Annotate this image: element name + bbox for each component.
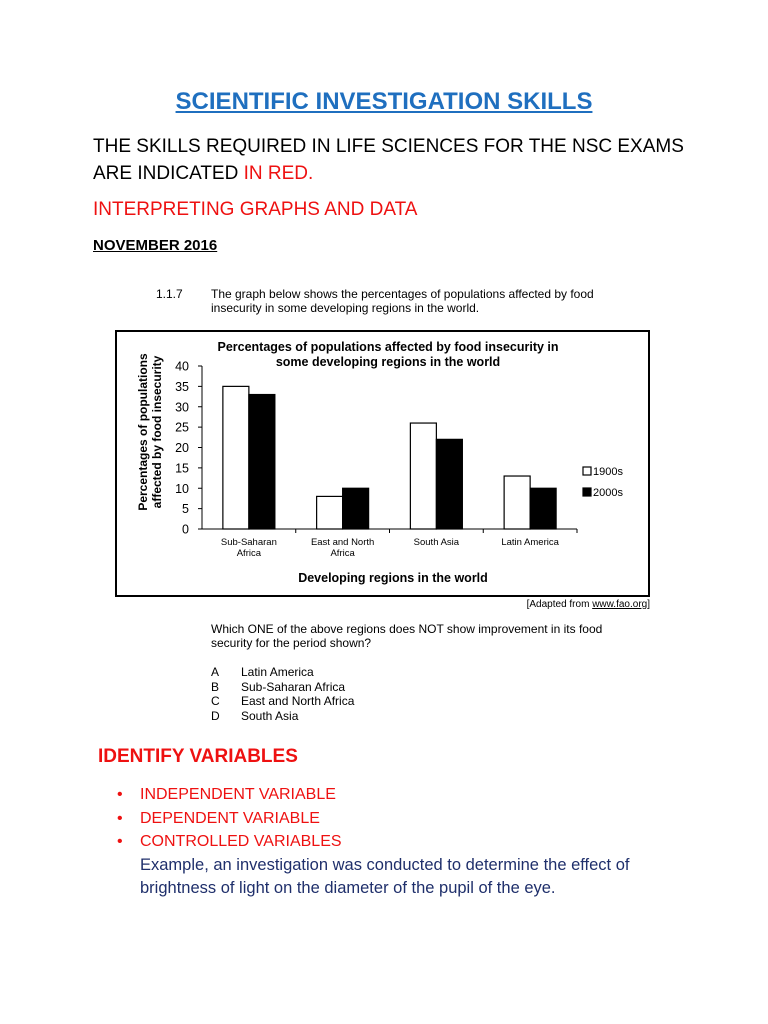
y-tick-label: 0	[182, 522, 189, 537]
example-paragraph: Example, an investigation was conducted to determine the effect of brightness of light on the diameter of the pupil of the eye.	[140, 856, 630, 897]
section-heading-interpreting: INTERPRETING GRAPHS AND DATA	[93, 199, 418, 220]
option-b	[211, 680, 354, 695]
source-prefix: [Adapted from	[526, 599, 593, 610]
question-text: The graph below shows the percentages of populations affected by food insecurity in some developing regions in the world.	[211, 287, 594, 315]
option-letter: A	[211, 665, 220, 679]
bar-2000s-sub-saharan-africa	[249, 395, 275, 529]
option-c	[211, 694, 354, 709]
source-link[interactable]: www.fao.org	[592, 599, 648, 610]
intro-highlight: IN RED.	[243, 163, 314, 184]
source-suffix: ]	[647, 599, 650, 610]
x-axis-label: Developing regions in the world	[298, 571, 488, 585]
page-title: SCIENTIFIC INVESTIGATION SKILLS	[175, 88, 593, 115]
option-letter: D	[211, 708, 220, 723]
x-tick-label: Sub-Saharan	[220, 537, 277, 548]
legend-swatch-1900s	[583, 467, 591, 475]
legend-label: 1900s	[593, 466, 623, 478]
option-a	[211, 665, 354, 680]
bullet-icon: •	[117, 833, 123, 850]
y-axis-label-line: affected by food insecurity	[150, 355, 164, 509]
bullet-icon: •	[117, 809, 123, 827]
variables-list	[117, 785, 342, 856]
option-text: South Asia	[241, 708, 299, 723]
option-text: Latin America	[241, 665, 314, 679]
option-d	[211, 709, 354, 724]
list-item	[117, 809, 342, 833]
option-letter: B	[211, 679, 220, 694]
question-number: 1.1.7	[156, 287, 183, 301]
y-tick-label: 35	[175, 379, 189, 394]
bar-chart-frame	[115, 330, 650, 597]
bar-2000s-east-and-north-africa	[343, 488, 369, 529]
option-text: Sub-Saharan Africa	[241, 679, 346, 694]
legend-swatch-2000s	[583, 488, 591, 496]
intro-paragraph	[93, 133, 713, 187]
section-heading-variables: IDENTIFY VARIABLES	[98, 746, 298, 767]
list-item	[117, 832, 342, 856]
y-tick-label: 25	[175, 420, 189, 435]
y-tick-label: 10	[175, 481, 189, 496]
answer-options	[211, 665, 354, 723]
exam-date-heading: NOVEMBER 2016	[93, 237, 218, 254]
list-item-label: DEPENDENT VARIABLE	[140, 809, 320, 827]
option-letter: C	[211, 694, 220, 708]
bar-2000s-south-asia	[436, 439, 462, 529]
question-prompt: Which ONE of the above regions does NOT show improvement in its food security for the period shown?	[211, 622, 603, 650]
x-tick-label: Africa	[330, 548, 355, 559]
y-tick-label: 20	[175, 441, 189, 455]
y-tick-label: 5	[182, 502, 189, 517]
list-item	[117, 785, 342, 809]
bar-1900s-south-asia	[410, 423, 436, 529]
bar-1900s-sub-saharan-africa	[223, 386, 249, 529]
intro-text: THE SKILLS REQUIRED IN LIFE SCIENCES FOR THE NSC EXAMS ARE INDICATED	[93, 136, 684, 184]
bar-chart	[117, 332, 648, 595]
x-tick-label: South Asia	[413, 537, 460, 548]
chart-title-line: Percentages of populations affected by food insecurity in	[217, 340, 559, 354]
bullet-icon: •	[117, 786, 123, 803]
y-tick-label: 30	[175, 400, 189, 415]
option-text: East and North Africa	[241, 694, 355, 708]
x-tick-label: Africa	[236, 548, 262, 559]
bar-1900s-latin-america	[504, 476, 530, 529]
y-axis-label-line: Percentages of populations	[136, 353, 150, 511]
list-item-label: CONTROLLED VARIABLES	[140, 833, 342, 850]
x-tick-label: East and North	[310, 537, 375, 548]
x-tick-label: Latin America	[501, 537, 559, 548]
bar-2000s-latin-america	[530, 488, 556, 529]
legend-label: 2000s	[593, 487, 623, 499]
source-citation	[380, 599, 650, 610]
chart-title-line: some developing regions in the world	[275, 355, 501, 369]
y-tick-label: 15	[175, 461, 189, 476]
bar-1900s-east-and-north-africa	[317, 496, 343, 529]
list-item-label: INDEPENDENT VARIABLE	[140, 786, 336, 803]
y-tick-label: 40	[175, 359, 189, 374]
